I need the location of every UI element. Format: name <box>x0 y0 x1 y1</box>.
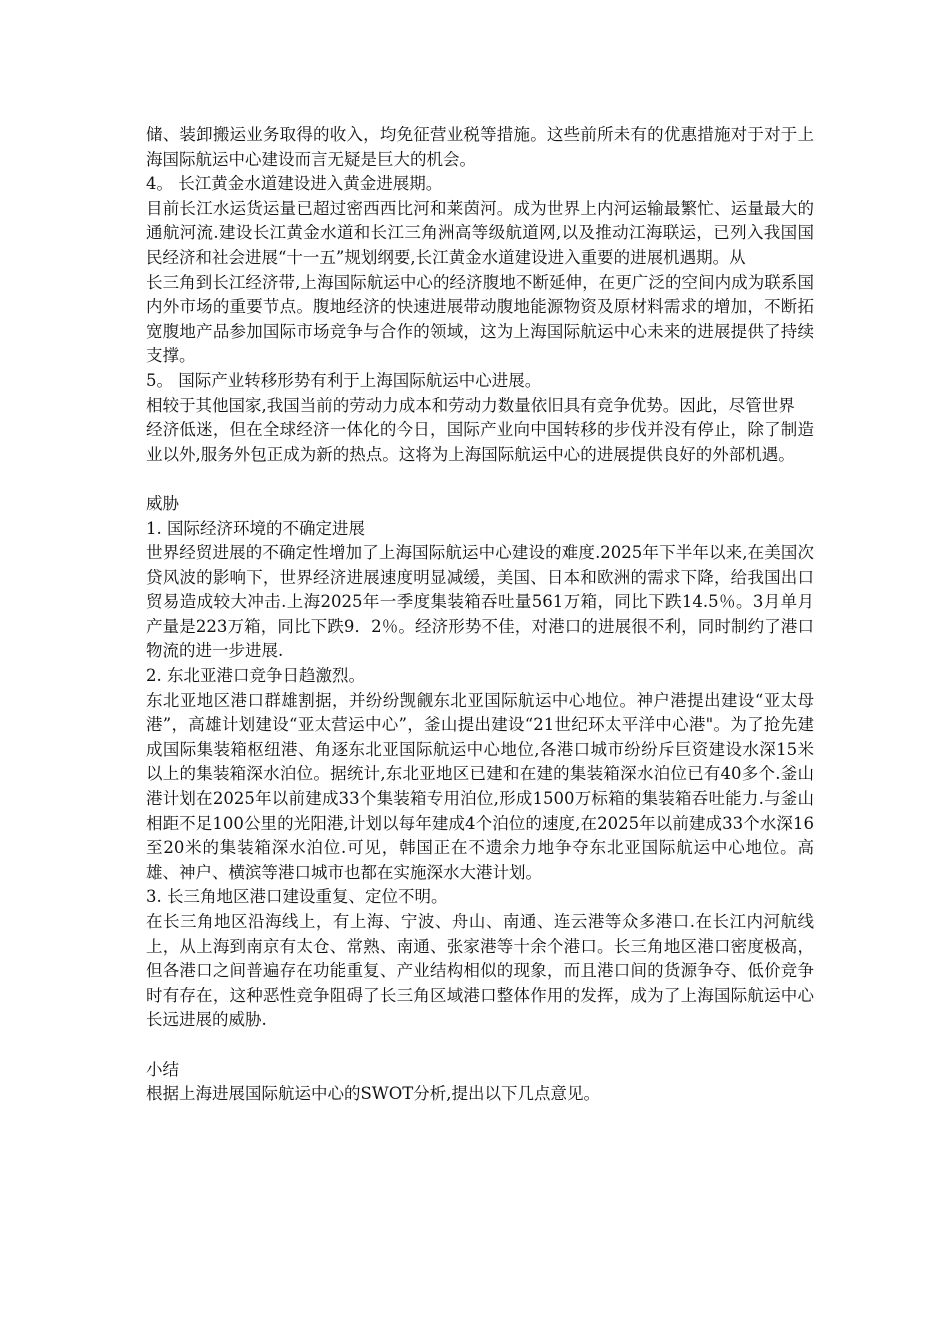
paragraph-industry-transfer: 经济低迷，但在全球经济一体化的今日，国际产业向中国转移的步伐并没有停止，除了制造业以外,服务外包正成为新的热点。这将为上海国际航运中心的进展提供良好的外部机遇。 <box>146 420 814 464</box>
paragraph-tax-exemption: 储、装卸搬运业务取得的收入，均免征营业税等措施。这些前所未有的优惠措施对于对于上海国际航运中心建设而言无疑是巨大的机会。 <box>146 125 814 169</box>
document-body <box>146 123 814 1107</box>
section-heading-threats: 威胁 <box>146 493 179 513</box>
blank-line <box>146 467 814 492</box>
heading-threat-1: 1. 国际经济环境的不确定进展 <box>146 518 365 538</box>
paragraph-economic-uncertainty: 世界经贸进展的不确定性增加了上海国际航运中心建设的难度.2025年下半年以来,在美国次贷风波的影响下，世界经济进展速度明显减缓，美国、日本和欧洲的需求下降，给我国出口贸易造成较大冲击.上海2025年一季度集装箱吞吐量561万箱，同比下跌14.5％。3月单月产量是223万箱，同比下跌9．2％。经济形势不佳，对港口的进展很不利，同时制约了港口物流的进一步进展. <box>146 543 814 661</box>
paragraph-summary-intro: 根据上海进展国际航运中心的SWOT分析,提出以下几点意见。 <box>146 1084 601 1104</box>
paragraph-labor-advantage: 相较于其他国家,我国当前的劳动力成本和劳动力数量依旧具有竞争优势。因此，尽管世界 <box>146 395 795 415</box>
paragraph-hinterland-economy: 长三角到长江经济带,上海国际航运中心的经济腹地不断延伸，在更广泛的空间内成为联系国内外市场的重要节点。腹地经济的快速进展带动腹地能源物资及原材料需求的增加，不断拓宽腹地产品参加国际市场竞争与合作的领域，这为上海国际航运中心未来的进展提供了持续支撑。 <box>146 272 814 366</box>
paragraph-northeast-asia-competition: 东北亚地区港口群雄割据，并纷纷觊觎东北亚国际航运中心地位。神户港提出建设“亚太母港”，高雄计划建设“亚太营运中心”，釜山提出建设“21世纪环太平洋中心港"。为了抢先建成国际集装箱枢纽港、角逐东北亚国际航运中心地位,各港口城市纷纷斥巨资建设水深15米以上的集装箱深水泊位。据统计,东北亚地区已建和在建的集装箱深水泊位已有40多个.釜山港计划在2025年以前建成33个集装箱专用泊位,形成1500万标箱的集装箱吞吐能力.与釜山相距不足100公里的光阳港,计划以每年建成4个泊位的速度,在2025年以前建成33个水深16至20米的集装箱深水泊位.可见，韩国正在不遗余力地争夺东北亚国际航运中心地位。高雄、神户、横滨等港口城市也都在实施深水大港计划。 <box>146 690 814 882</box>
heading-threat-3: 3. 长三角地区港口建设重复、定位不明。 <box>146 887 448 907</box>
heading-threat-2: 2. 东北亚港口竞争日趋激烈。 <box>146 666 365 686</box>
paragraph-yangtze-waterway: 目前长江水运货运量已超过密西西比河和莱茵河。成为世界上内河运输最繁忙、运量最大的通航河流.建设长江黄金水道和长江三角洲高等级航道网,以及推动江海联运，已列入我国国民经济和社会进展“十一五”规划纲要,长江黄金水道建设进入重要的进展机遇期。从 <box>146 198 814 267</box>
blank-line <box>146 1033 814 1058</box>
paragraph-yangtze-delta-ports: 在长三角地区沿海线上，有上海、宁波、舟山、南通、连云港等众多港口.在长江内河航线上，从上海到南京有太仓、常熟、南通、张家港等十余个港口。长三角地区港口密度极高，但各港口之间普遍存在功能重复、产业结构相似的现象，而且港口间的货源争夺、低价竞争时有存在，这种恶性竞争阻碍了长三角区域港口整体作用的发挥，成为了上海国际航运中心长远进展的威胁. <box>146 912 814 1030</box>
heading-item-4: 4。 长江黄金水道建设进入黄金进展期。 <box>146 174 443 194</box>
heading-item-5: 5。 国际产业转移形势有利于上海国际航运中心进展。 <box>146 370 542 390</box>
section-heading-summary: 小结 <box>146 1059 179 1079</box>
